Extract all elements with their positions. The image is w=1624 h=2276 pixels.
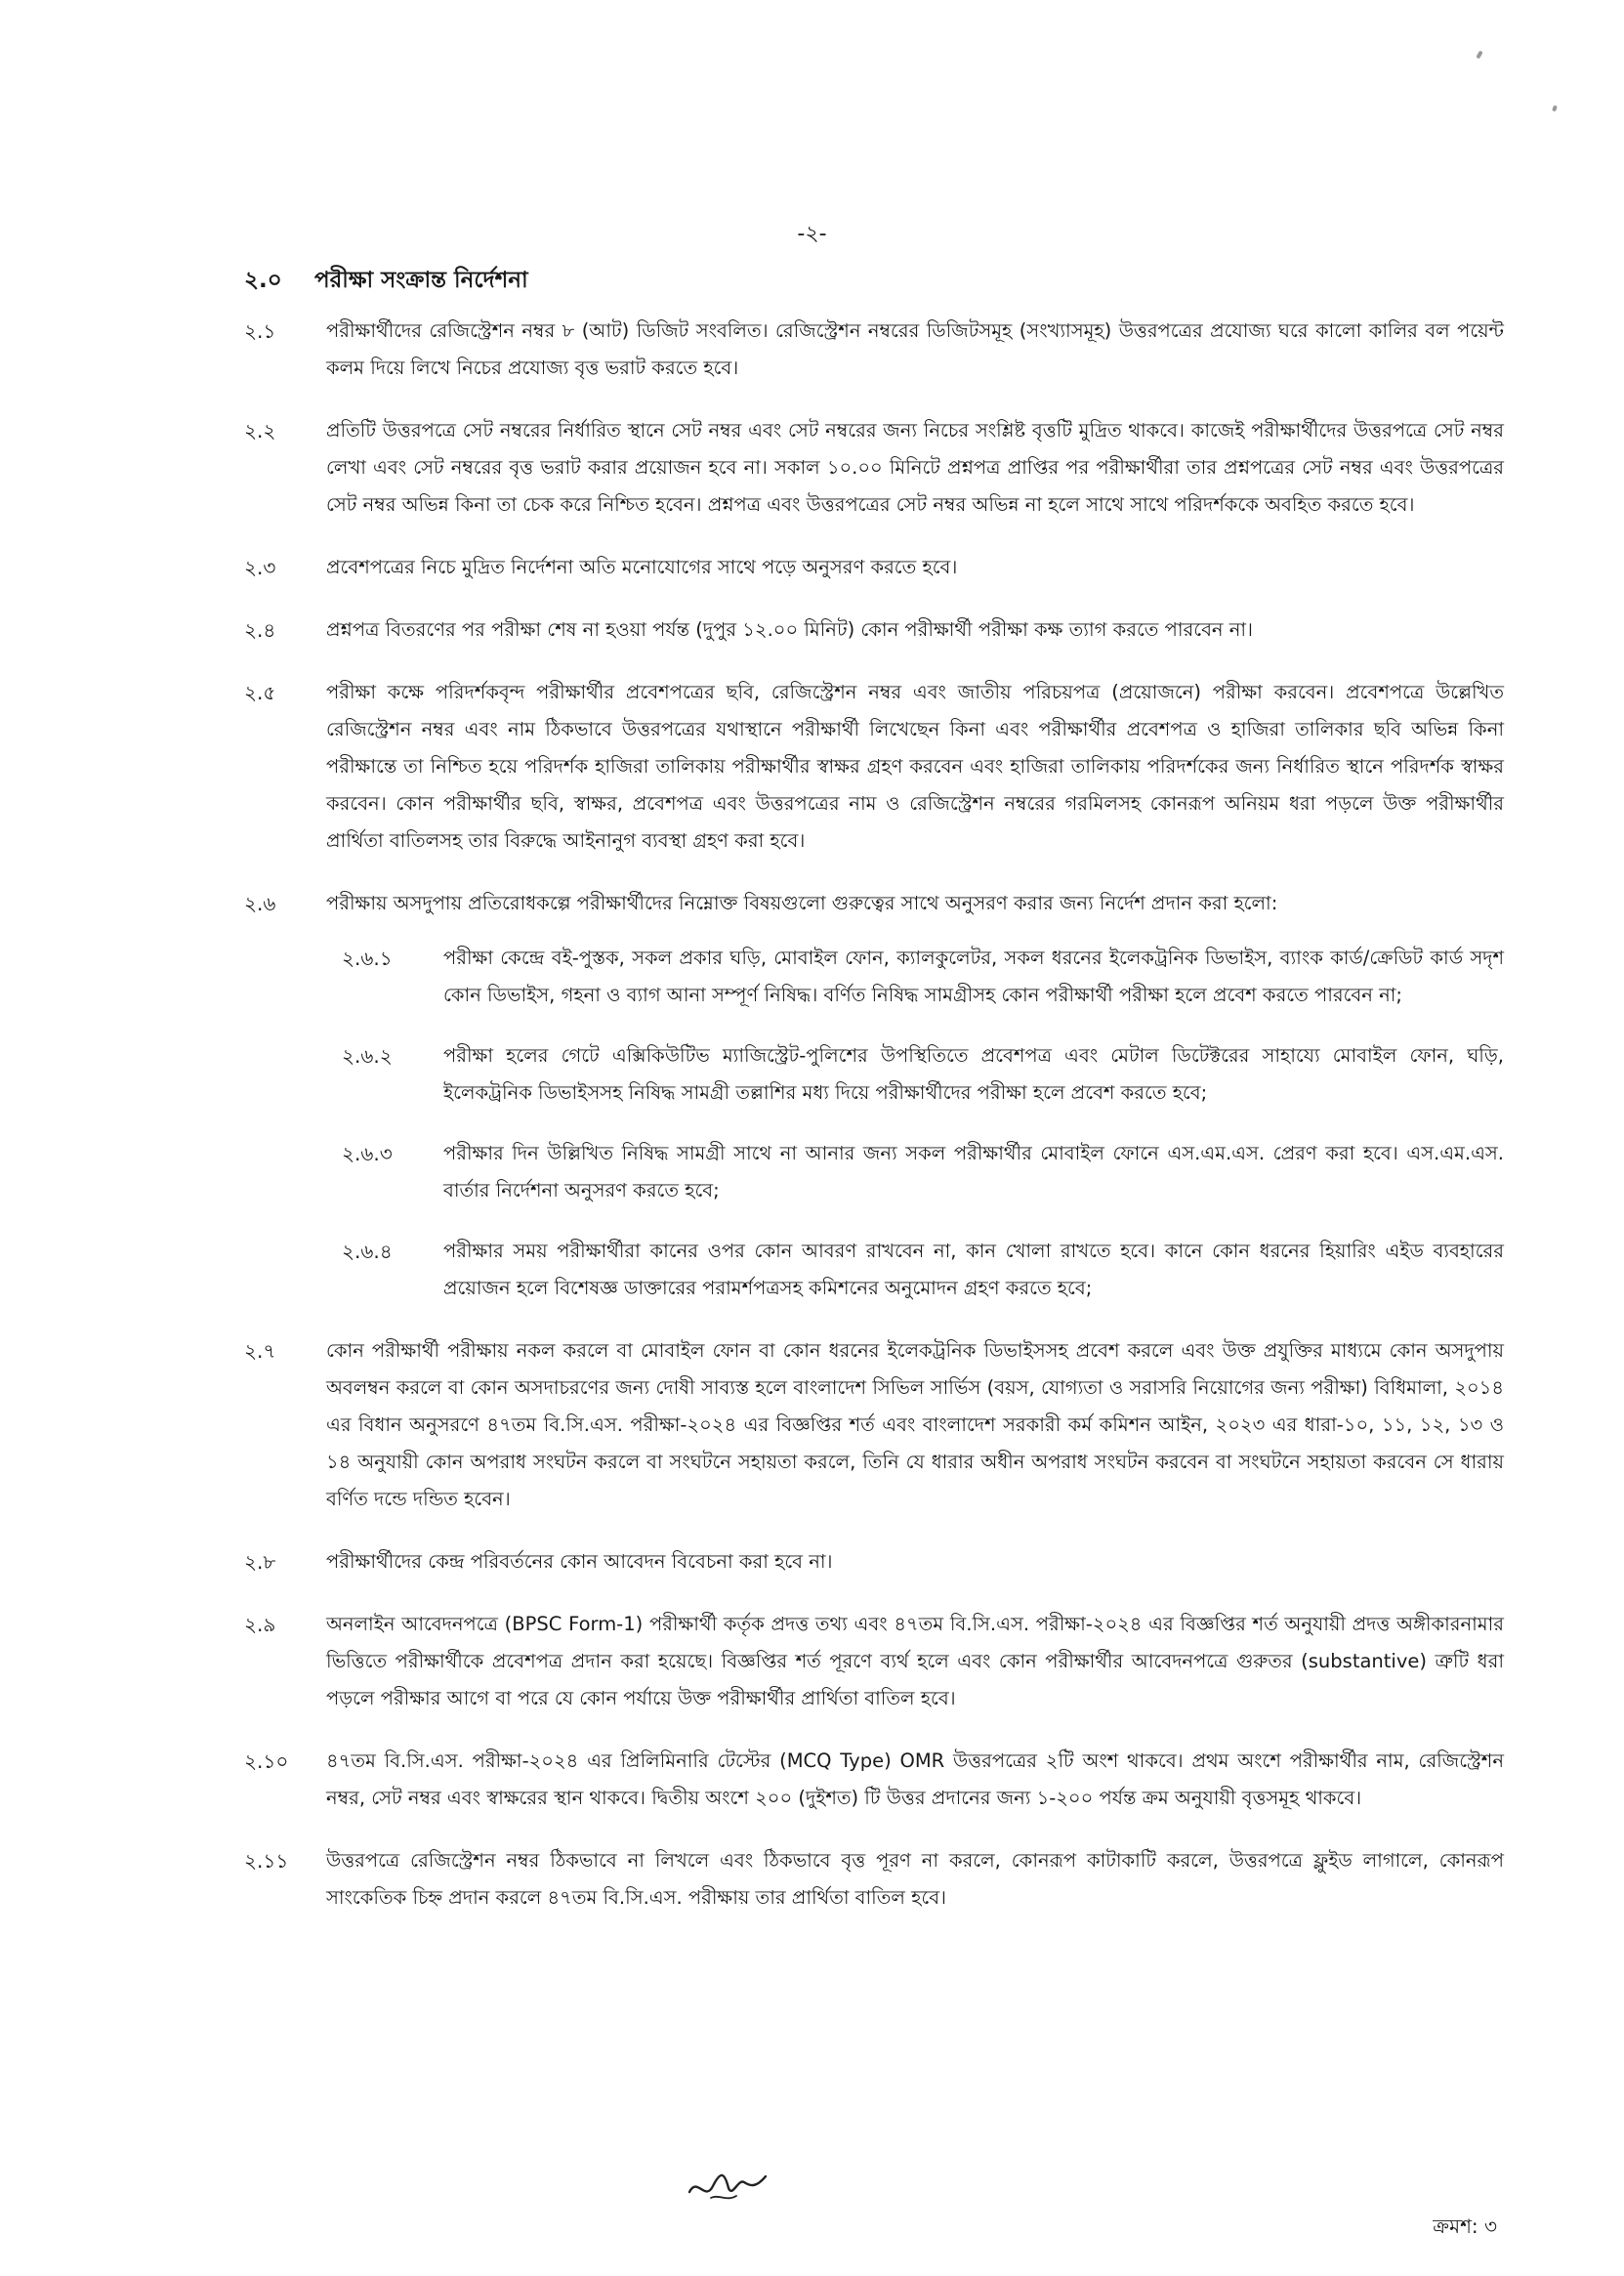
sub-instruction-item bbox=[342, 1037, 1504, 1112]
instruction-item bbox=[244, 1842, 1504, 1917]
sub-instruction-item bbox=[342, 1233, 1504, 1307]
item-number: ২.৬ bbox=[244, 892, 276, 915]
instruction-item bbox=[244, 674, 1504, 860]
item-text: প্রতিটি উত্তরপত্রে সেট নম্বরের নির্ধারিত স্থানে সেট নম্বর এবং সেট নম্বরের জন্য নিচের সংশ্লিষ্ট বৃত্তটি মুদ্রিত থাকবে। কাজেই পরীক্ষার্থীদের উত্তরপত্রে সেট নম্বর লেখা এবং সেট নম্বরের বৃত্ত ভরাট করার প্রয়োজন হবে না। সকাল ১০.০০ মিনিটে প্রশ্নপত্র প্রাপ্তির পর পরীক্ষার্থীরা তার প্রশ্নপত্রের সেট নম্বর এবং উত্তরপত্রের সেট নম্বর অভিন্ন কিনা তা চেক করে নিশ্চিত হবেন। প্রশ্নপত্র এবং উত্তরপত্রের সেট নম্বর অভিন্ন না হলে সাথে সাথে পরিদর্শককে অবহিত করতে হবে। bbox=[326, 419, 1504, 516]
item-number: ২.৪ bbox=[244, 618, 276, 642]
item-number: ২.৩ bbox=[244, 556, 276, 579]
instruction-item bbox=[244, 611, 1504, 649]
subitem-number: ২.৬.১ bbox=[342, 947, 393, 970]
item-text: পরীক্ষার্থীদের রেজিস্ট্রেশন নম্বর ৮ (আট) ডিজিট সংবলিত। রেজিস্ট্রেশন নম্বরের ডিজিটসমূহ (সংখ্যাসমূহ) উত্তরপত্রের প্রযোজ্য ঘরে কালো কালির বল পয়েন্ট কলম দিয়ে লিখে নিচের প্রযোজ্য বৃত্ত ভরাট করতে হবে। bbox=[326, 319, 1504, 379]
item-number: ২.৭ bbox=[244, 1339, 276, 1363]
instruction-item bbox=[244, 549, 1504, 586]
item-text: ৪৭তম বি.সি.এস. পরীক্ষা-২০২৪ এর প্রিলিমিনারি টেস্টের (MCQ Type) OMR উত্তরপত্রের ২টি অংশ থাকবে। প্রথম অংশে পরীক্ষার্থীর নাম, রেজিস্ট্রেশন নম্বর, সেট নম্বর এবং স্বাক্ষরের স্থান থাকবে। দ্বিতীয় অংশে ২০০ (দুইশত) টি উত্তর প্রদানের জন্য ১-২০০ পর্যন্ত ক্রম অনুযায়ী বৃত্তসমূহ থাকবে। bbox=[326, 1749, 1504, 1809]
instructions-body bbox=[244, 313, 1504, 1942]
item-text: প্রবেশপত্রের নিচে মুদ্রিত নির্দেশনা অতি মনোযোগের সাথে পড়ে অনুসরণ করতে হবে। bbox=[326, 556, 958, 578]
item-text: পরীক্ষায় অসদুপায় প্রতিরোধকল্পে পরীক্ষার্থীদের নিম্নোক্ত বিষয়গুলো গুরুত্বের সাথে অনুসরণ করার জন্য নির্দেশ প্রদান করা হলো: bbox=[326, 892, 1278, 914]
item-text: পরীক্ষার্থীদের কেন্দ্র পরিবর্তনের কোন আবেদন বিবেচনা করা হবে না। bbox=[326, 1550, 833, 1573]
subitem-text: পরীক্ষার দিন উল্লিখিত নিষিদ্ধ সামগ্রী সাথে না আনার জন্য সকল পরীক্ষার্থীর মোবাইল ফোনে এস.এম.এস. প্রেরণ করা হবে। এস.এম.এস. বার্তার নির্দেশনা অনুসরণ করতে হবে; bbox=[443, 1142, 1504, 1201]
subitem-number: ২.৬.৪ bbox=[342, 1240, 393, 1263]
continued-note: ক্রমশ: ৩ bbox=[1433, 2214, 1497, 2238]
item-text: পরীক্ষা কক্ষে পরিদর্শকবৃন্দ পরীক্ষার্থীর প্রবেশপত্রের ছবি, রেজিস্ট্রেশন নম্বর এবং জাতীয় পরিচয়পত্র (প্রয়োজনে) পরীক্ষা করবেন। প্রবেশপত্রে উল্লেখিত রেজিস্ট্রেশন নম্বর এবং নাম ঠিকভাবে উত্তরপত্রের যথাস্থানে পরীক্ষার্থী লিখেছেন কিনা এবং পরীক্ষার্থীর প্রবেশপত্র ও হাজিরা তালিকার ছবি অভিন্ন কিনা পরীক্ষান্তে তা নিশ্চিত হয়ে পরিদর্শক হাজিরা তালিকায় পরীক্ষার্থীর স্বাক্ষর গ্রহণ করবেন এবং হাজিরা তালিকায় পরিদর্শকের জন্য নির্ধারিত স্থানে পরিদর্শক স্বাক্ষর করবেন। কোন পরীক্ষার্থীর ছবি, স্বাক্ষর, প্রবেশপত্র এবং উত্তরপত্রের নাম ও রেজিস্ট্রেশন নম্বরের গরমিলসহ কোনরূপ অনিয়ম ধরা পড়লে উক্ত পরীক্ষার্থীর প্রার্থিতা বাতিলসহ তার বিরুদ্ধে আইনানুগ ব্যবস্থা গ্রহণ করা হবে। bbox=[326, 681, 1504, 852]
instruction-item bbox=[244, 885, 1504, 922]
instruction-item bbox=[244, 412, 1504, 524]
item-text: প্রশ্নপত্র বিতরণের পর পরীক্ষা শেষ না হওয়া পর্যন্ত (দুপুর ১২.০০ মিনিট) কোন পরীক্ষার্থী পরীক্ষা কক্ষ ত্যাগ করতে পারবেন না। bbox=[326, 618, 1254, 641]
instruction-item bbox=[244, 1743, 1504, 1817]
signature-mark bbox=[684, 2159, 771, 2208]
item-number: ২.২ bbox=[244, 419, 276, 443]
item-text: অনলাইন আবেদনপত্রে (BPSC Form-1) পরীক্ষার্থী কর্তৃক প্রদত্ত তথ্য এবং ৪৭তম বি.সি.এস. পরীক্ষা-২০২৪ এর বিজ্ঞপ্তির শর্ত অনুযায়ী প্রদত্ত অঙ্গীকারনামার ভিত্তিতে পরীক্ষার্থীকে প্রবেশপত্র প্রদান করা হয়েছে। বিজ্ঞপ্তির শর্ত পূরণে ব্যর্থ হলে এবং কোন পরীক্ষার্থীর আবেদনপত্রে গুরুতর (substantive) ত্রুটি ধরা পড়লে পরীক্ষার আগে বা পরে যে কোন পর্যায়ে উক্ত পরীক্ষার্থীর প্রার্থিতা বাতিল হবে। bbox=[326, 1613, 1504, 1709]
instruction-item bbox=[244, 1332, 1504, 1518]
subitem-number: ২.৬.৩ bbox=[342, 1142, 393, 1165]
section-number: ২.০ bbox=[244, 268, 282, 293]
subitem-text: পরীক্ষার সময় পরীক্ষার্থীরা কানের ওপর কোন আবরণ রাখবেন না, কান খোলা রাখতে হবে। কানে কোন ধরনের হিয়ারিং এইড ব্যবহারের প্রয়োজন হলে বিশেষজ্ঞ ডাক্তারের পরামর্শপত্রসহ কমিশনের অনুমোদন গ্রহণ করতে হবে; bbox=[443, 1240, 1504, 1299]
subitem-number: ২.৬.২ bbox=[342, 1044, 393, 1068]
item-text: উত্তরপত্রে রেজিস্ট্রেশন নম্বর ঠিকভাবে না লিখলে এবং ঠিকভাবে বৃত্ত পূরণ না করলে, কোনরূপ কাটাকাটি করলে, উত্তরপত্রে ফ্লুইড লাগালে, কোনরূপ সাংকেতিক চিহ্ন প্রদান করলে ৪৭তম বি.সি.এস. পরীক্ষায় তার প্রার্থিতা বাতিল হবে। bbox=[326, 1849, 1504, 1909]
item-number: ২.১ bbox=[244, 319, 276, 343]
item-number: ২.১০ bbox=[244, 1749, 289, 1773]
section-title: পরীক্ষা সংক্রান্ত নির্দেশনা bbox=[314, 268, 528, 293]
section-heading bbox=[244, 262, 528, 300]
item-number: ২.৯ bbox=[244, 1613, 276, 1636]
item-number: ২.৫ bbox=[244, 681, 276, 704]
sub-instruction-item bbox=[342, 1135, 1504, 1209]
instruction-item bbox=[244, 1606, 1504, 1717]
item-text: কোন পরীক্ষার্থী পরীক্ষায় নকল করলে বা মোবাইল ফোন বা কোন ধরনের ইলেকট্রনিক ডিভাইসসহ প্রবেশ করলে এবং উক্ত প্রযুক্তির মাধ্যমে কোন অসদুপায় অবলম্বন করলে বা কোন অসদাচরণের জন্য দোষী সাব্যস্ত হলে বাংলাদেশ সিভিল সার্ভিস (বয়স, যোগ্যতা ও সরাসরি নিয়োগের জন্য পরীক্ষা) বিধিমালা, ২০১৪ এর বিধান অনুসরণে ৪৭তম বি.সি.এস. পরীক্ষা-২০২৪ এর বিজ্ঞপ্তির শর্ত এবং বাংলাদেশ সরকারী কর্ম কমিশন আইন, ২০২৩ এর ধারা-১০, ১১, ১২, ১৩ ও ১৪ অনুযায়ী কোন অপরাধ সংঘটন করলে বা সংঘটনে সহায়তা করলে, তিনি যে ধারার অধীন অপরাধ সংঘটন করবেন বা সংঘটনে সহায়তা করবেন সে ধারায় বর্ণিত দন্ডে দন্ডিত হবেন। bbox=[326, 1339, 1504, 1510]
sub-instruction-list bbox=[342, 940, 1504, 1307]
sub-instruction-item bbox=[342, 940, 1504, 1014]
scan-speck bbox=[1476, 51, 1482, 60]
item-number: ২.৮ bbox=[244, 1550, 276, 1574]
scan-speck bbox=[1552, 105, 1558, 111]
page-number: -২- bbox=[797, 222, 827, 246]
subitem-text: পরীক্ষা কেন্দ্রে বই-পুস্তক, সকল প্রকার ঘড়ি, মোবাইল ফোন, ক্যালকুলেটর, সকল ধরনের ইলেকট্রনিক ডিভাইস, ব্যাংক কার্ড/ক্রেডিট কার্ড সদৃশ কোন ডিভাইস, গহনা ও ব্যাগ আনা সম্পূর্ণ নিষিদ্ধ। বর্ণিত নিষিদ্ধ সামগ্রীসহ কোন পরীক্ষার্থী পরীক্ষা হলে প্রবেশ করতে পারবেন না; bbox=[443, 947, 1504, 1006]
instruction-item bbox=[244, 313, 1504, 387]
item-number: ২.১১ bbox=[244, 1849, 289, 1873]
subitem-text: পরীক্ষা হলের গেটে এক্সিকিউটিভ ম্যাজিস্ট্রেট-পুলিশের উপস্থিতিতে প্রবেশপত্র এবং মেটাল ডিটেক্টরের সাহায্যে মোবাইল ফোন, ঘড়ি, ইলেকট্রনিক ডিভাইসসহ নিষিদ্ধ সামগ্রী তল্লাশির মধ্য দিয়ে পরীক্ষার্থীদের পরীক্ষা হলে প্রবেশ করতে হবে; bbox=[443, 1044, 1504, 1104]
instruction-item bbox=[244, 1543, 1504, 1581]
